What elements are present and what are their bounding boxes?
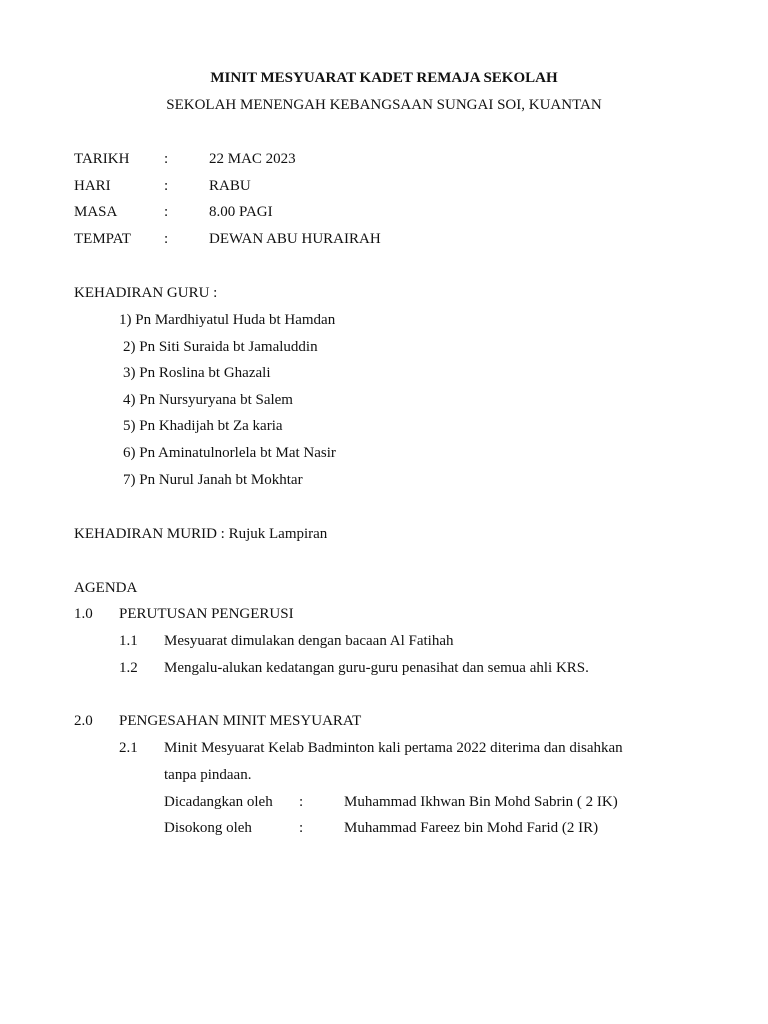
- agenda-heading: AGENDA: [74, 580, 138, 596]
- document-title: MINIT MESYUARAT KADET REMAJA SEKOLAH: [210, 70, 558, 86]
- item-number: 2.1: [119, 740, 138, 756]
- item-number: 1.2: [119, 660, 138, 676]
- detail-value-venue: DEWAN ABU HURAIRAH: [209, 231, 381, 247]
- teacher-item: 1) Pn Mardhiyatul Huda bt Hamdan: [119, 312, 336, 328]
- proposer-value: Muhammad Ikhwan Bin Mohd Sabrin ( 2 IK): [344, 794, 618, 810]
- detail-value-time: 8.00 PAGI: [209, 204, 273, 220]
- detail-label-venue: TEMPAT: [74, 231, 131, 247]
- detail-sep: :: [164, 204, 169, 220]
- teacher-item: 6) Pn Aminatulnorlela bt Mat Nasir: [123, 445, 336, 461]
- detail-sep: :: [164, 178, 169, 194]
- teacher-item: 7) Pn Nurul Janah bt Mokhtar: [123, 472, 303, 488]
- students-attendance: KEHADIRAN MURID : Rujuk Lampiran: [74, 526, 328, 542]
- teachers-heading: KEHADIRAN GURU :: [74, 285, 218, 301]
- item-text: Mesyuarat dimulakan dengan bacaan Al Fatihah: [164, 633, 454, 649]
- section-title: PENGESAHAN MINIT MESYUARAT: [119, 713, 362, 729]
- teacher-item: 5) Pn Khadijah bt Za karia: [123, 418, 283, 434]
- detail-sep: :: [164, 151, 169, 167]
- seconder-label: Disokong oleh: [164, 820, 252, 836]
- school-name: SEKOLAH MENENGAH KEBANGSAAN SUNGAI SOI, KUANTAN: [166, 97, 602, 113]
- item-text-continuation: tanpa pindaan.: [164, 767, 252, 783]
- detail-value-date: 22 MAC 2023: [209, 151, 296, 167]
- item-text: Minit Mesyuarat Kelab Badminton kali pertama 2022 diterima dan disahkan: [164, 740, 623, 756]
- section-title: PERUTUSAN PENGERUSI: [119, 606, 294, 622]
- detail-label-date: TARIKH: [74, 151, 130, 167]
- item-number: 1.1: [119, 633, 138, 649]
- seconder-sep: :: [299, 820, 304, 836]
- proposer-label: Dicadangkan oleh: [164, 794, 273, 810]
- teacher-item: 4) Pn Nursyuryana bt Salem: [123, 392, 293, 408]
- proposer-sep: :: [299, 794, 304, 810]
- section-number: 1.0: [74, 606, 93, 622]
- section-number: 2.0: [74, 713, 93, 729]
- item-text: Mengalu-alukan kedatangan guru-guru penasihat dan semua ahli KRS.: [164, 660, 589, 676]
- detail-label-day: HARI: [74, 178, 111, 194]
- teacher-item: 2) Pn Siti Suraida bt Jamaluddin: [123, 339, 318, 355]
- detail-sep: :: [164, 231, 169, 247]
- detail-value-day: RABU: [209, 178, 251, 194]
- detail-label-time: MASA: [74, 204, 118, 220]
- seconder-value: Muhammad Fareez bin Mohd Farid (2 IR): [344, 820, 599, 836]
- teacher-item: 3) Pn Roslina bt Ghazali: [123, 365, 271, 381]
